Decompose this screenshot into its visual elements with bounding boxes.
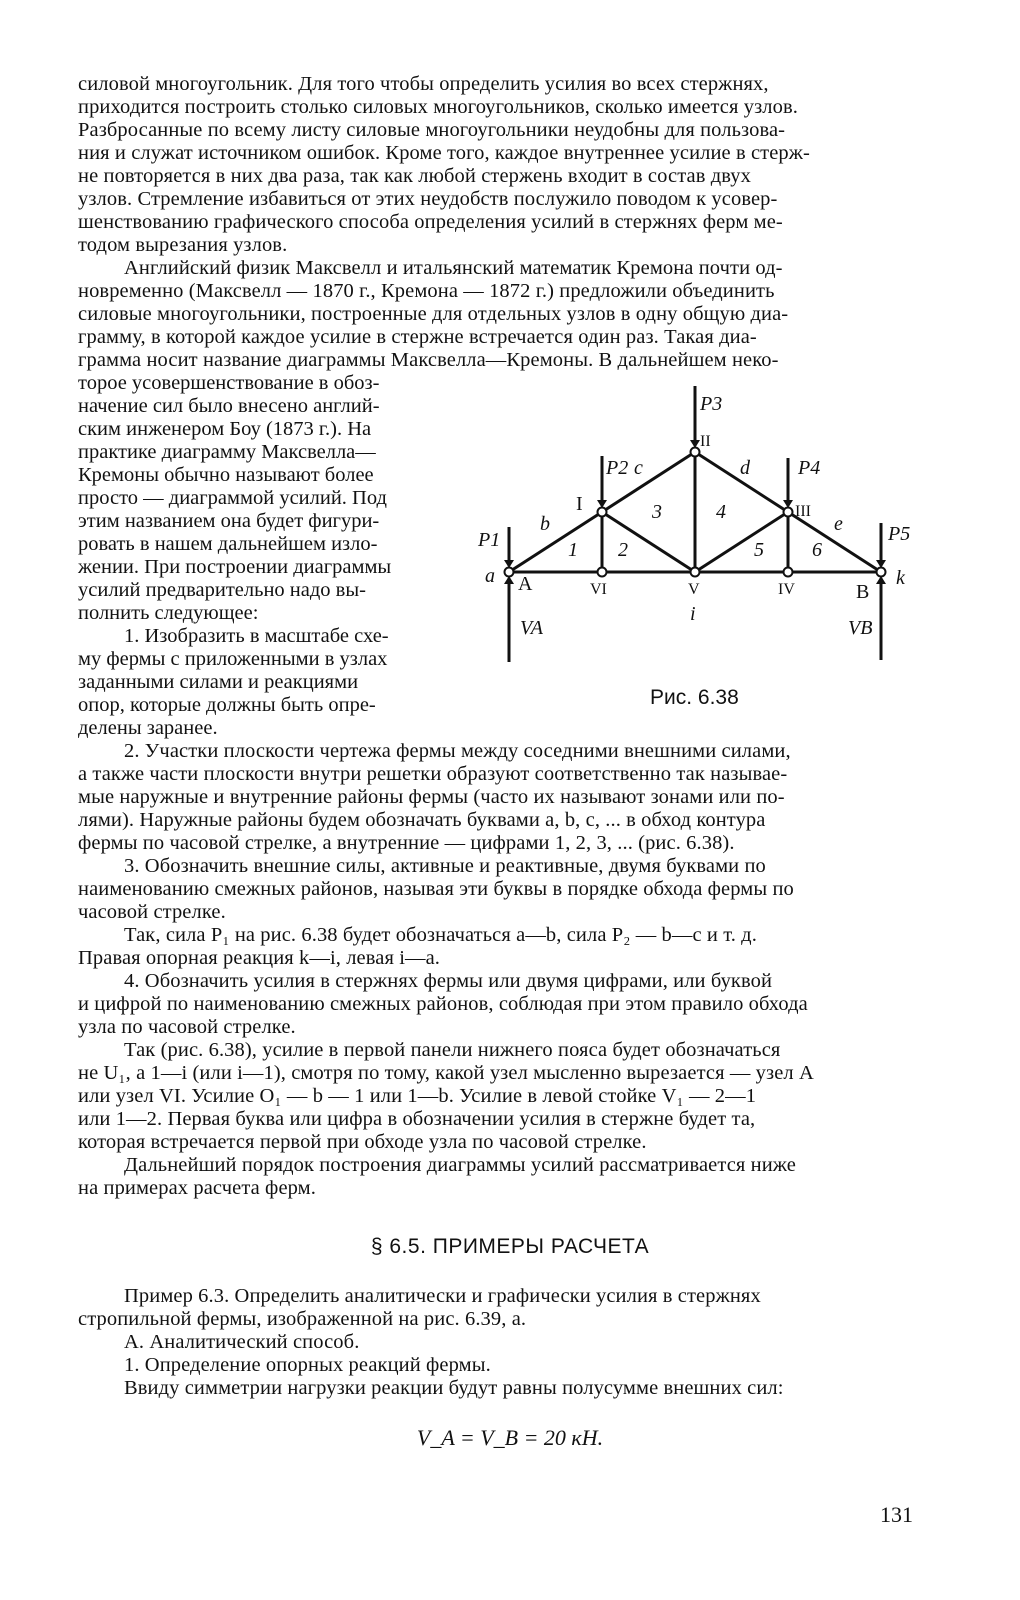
region-label-3: 3 xyxy=(652,501,662,523)
text-line: не U₁, а 1—i (или i—1), смотря по тому, какой узел мысленно вырезается — узел A xyxy=(78,1062,814,1084)
text-line: просто — диаграммой усилий. Под xyxy=(78,487,387,509)
text-line: грамма носит название диаграммы Максвелла—Кремоны. В дальнейшем неко- xyxy=(78,349,779,371)
region-label-b: b xyxy=(540,513,550,535)
joint xyxy=(598,568,607,577)
region-label-4: 4 xyxy=(716,501,726,523)
joint xyxy=(505,568,514,577)
text-line: делены заранее. xyxy=(78,717,218,739)
text-line: узла по часовой стрелке. xyxy=(78,1016,296,1038)
node-label-IV: IV xyxy=(778,581,795,598)
section-heading: § 6.5. ПРИМЕРЫ РАСЧЕТА xyxy=(370,1235,650,1258)
label-P5: P5 xyxy=(888,523,911,545)
text-line: полнить следующее: xyxy=(78,602,259,624)
text-line: А. Аналитический способ. xyxy=(124,1331,360,1353)
region-label-a: a xyxy=(485,565,495,587)
label-P1: P1 xyxy=(478,529,501,551)
text-line: приходится построить столько силовых многоугольников, сколько имеется узлов. xyxy=(78,96,798,118)
text-line: 1. Определение опорных реакций фермы. xyxy=(124,1354,491,1376)
region-label-c: c xyxy=(634,457,643,479)
text-line: фермы по часовой стрелке, а внутренние — цифрами 1, 2, 3, ... (рис. 6.38). xyxy=(78,832,735,854)
node-label-V: V xyxy=(688,581,700,598)
text-line: торое усовершенствование в обоз- xyxy=(78,372,380,394)
text-line: или 1—2. Первая буква или цифра в обозначении усилия в стержне будет та, xyxy=(78,1108,756,1130)
joint xyxy=(784,568,793,577)
text-line: грамму, в которой каждое усилие в стержне встречается один раз. Такая диа- xyxy=(78,326,757,348)
region-label-e: e xyxy=(834,513,843,535)
node-label-III: III xyxy=(795,503,811,520)
joint xyxy=(598,508,607,517)
page-number: 131 xyxy=(880,1502,913,1527)
region-label-2: 2 xyxy=(618,539,628,561)
joint xyxy=(691,448,700,457)
text-line: ния и служат источником ошибок. Кроме того, каждое внутреннее усилие в стерж- xyxy=(78,142,810,164)
truss-members xyxy=(509,452,881,572)
region-label-5: 5 xyxy=(754,539,764,561)
text-line: ровать в нашем дальнейшем изло- xyxy=(78,533,378,555)
diagonal-III-V xyxy=(695,512,788,572)
text-line: Разбросанные по всему листу силовые многоугольники неудобны для пользова- xyxy=(78,119,786,141)
node-label-B: B xyxy=(856,581,870,603)
label-VA: VA xyxy=(520,617,543,639)
text-line: заданными силами и реакциями xyxy=(78,671,359,693)
text-line: практике диаграмму Максвелла— xyxy=(78,441,376,463)
text-line: на примерах расчета ферм. xyxy=(78,1177,316,1199)
diagonal-I-V xyxy=(602,512,695,572)
text-line: Так, сила P₁ на рис. 6.38 будет обозначаться a—b, сила P₂ — b—c и т. д. xyxy=(124,924,757,946)
text-line: Кремоны обычно называют более xyxy=(78,464,374,486)
text-line: часовой стрелке. xyxy=(78,901,226,923)
text-line: Английский физик Максвелл и итальянский математик Кремона почти од- xyxy=(124,257,783,279)
text-line: тодом вырезания узлов. xyxy=(78,234,288,256)
text-line: Правая опорная реакция k—i, левая i—a. xyxy=(78,947,441,969)
text-line: 3. Обозначить внешние силы, активные и реактивные, двумя буквами по xyxy=(124,855,766,877)
text-line: шенствованию графического способа определения усилий в стержнях ферм ме- xyxy=(78,211,783,233)
text-line: Так (рис. 6.38), усилие в первой панели нижнего пояса будет обозначаться xyxy=(124,1039,781,1061)
text-line: не повторяется в них два раза, так как любой стержень входит в состав двух xyxy=(78,165,752,187)
text-line: опор, которые должны быть опре- xyxy=(78,694,376,716)
text-line: начение сил было внесено англий- xyxy=(78,395,380,417)
text-line: 2. Участки плоскости чертежа фермы между соседними внешними силами, xyxy=(124,740,791,762)
joint xyxy=(691,568,700,577)
node-label-I: I xyxy=(576,493,583,515)
text-line: стропильной фермы, изображенной на рис. 6.39, а. xyxy=(78,1308,527,1330)
text-line: силовой многоугольник. Для того чтобы определить усилия во всех стержнях, xyxy=(78,73,769,95)
text-line: мые наружные и внутренние районы фермы (часто их называют зонами или по- xyxy=(78,786,785,808)
figure-caption: Рис. 6.38 xyxy=(650,686,739,709)
text-line: наименованию смежных районов, называя эти буквы в порядке обхода фермы по xyxy=(78,878,794,900)
text-line: которая встречается первой при обходе узла по часовой стрелке. xyxy=(78,1131,647,1153)
text-line: или узел VI. Усилие O₁ — b — 1 или 1—b. Усилие в левой стойке V₁ — 2—1 xyxy=(78,1085,757,1107)
text-line: лями). Наружные районы будем обозначать буквами a, b, c, ... в обход контура xyxy=(78,809,766,831)
text-line: этим названием она будет фигури- xyxy=(78,510,380,532)
text-line: а также части плоскости внутри решетки образуют соответственно так называе- xyxy=(78,763,788,785)
region-label-k: k xyxy=(896,567,905,589)
formula: V_A = V_B = 20 кН. xyxy=(416,1425,604,1450)
node-label-A: A xyxy=(518,573,533,595)
label-VB: VB xyxy=(848,617,873,639)
text-line: и цифрой по наименованию смежных районов, соблюдая при этом правило обхода xyxy=(78,993,808,1015)
text-line: силовые многоугольники, построенные для отдельных узлов в одну общую диа- xyxy=(78,303,789,325)
node-label-VI: VI xyxy=(590,581,607,598)
region-label-1: 1 xyxy=(568,539,578,561)
text-line: Ввиду симметрии нагрузки реакции будут равны полусумме внешних сил: xyxy=(124,1377,784,1399)
joint xyxy=(877,568,886,577)
region-label-i: i xyxy=(690,603,696,625)
text-line: узлов. Стремление избавиться от этих неудобств послужило поводом к усовер- xyxy=(78,188,778,210)
label-P2: P2 xyxy=(606,457,629,479)
joint xyxy=(784,508,793,517)
region-label-d: d xyxy=(740,457,750,479)
node-label-II: II xyxy=(700,433,711,450)
text-line: жении. При построении диаграммы xyxy=(78,556,392,578)
text-line: му фермы с приложенными в узлах xyxy=(78,648,388,670)
text-line: Пример 6.3. Определить аналитически и графически усилия в стержнях xyxy=(124,1285,761,1307)
label-P4: P4 xyxy=(798,457,821,479)
text-line: усилий предварительно надо вы- xyxy=(78,579,366,601)
text-line: 1. Изобразить в масштабе схе- xyxy=(124,625,389,647)
text-line: Дальнейший порядок построения диаграммы усилий рассматривается ниже xyxy=(124,1154,796,1176)
region-label-6: 6 xyxy=(812,539,822,561)
text-line: новременно (Максвелл — 1870 г., Кремона — 1872 г.) предложили объединить xyxy=(78,280,775,302)
label-P3: P3 xyxy=(700,393,723,415)
text-line: ским инженером Боу (1873 г.). На xyxy=(78,418,372,440)
text-line: 4. Обозначить усилия в стержнях фермы или двумя цифрами, или буквой xyxy=(124,970,773,992)
